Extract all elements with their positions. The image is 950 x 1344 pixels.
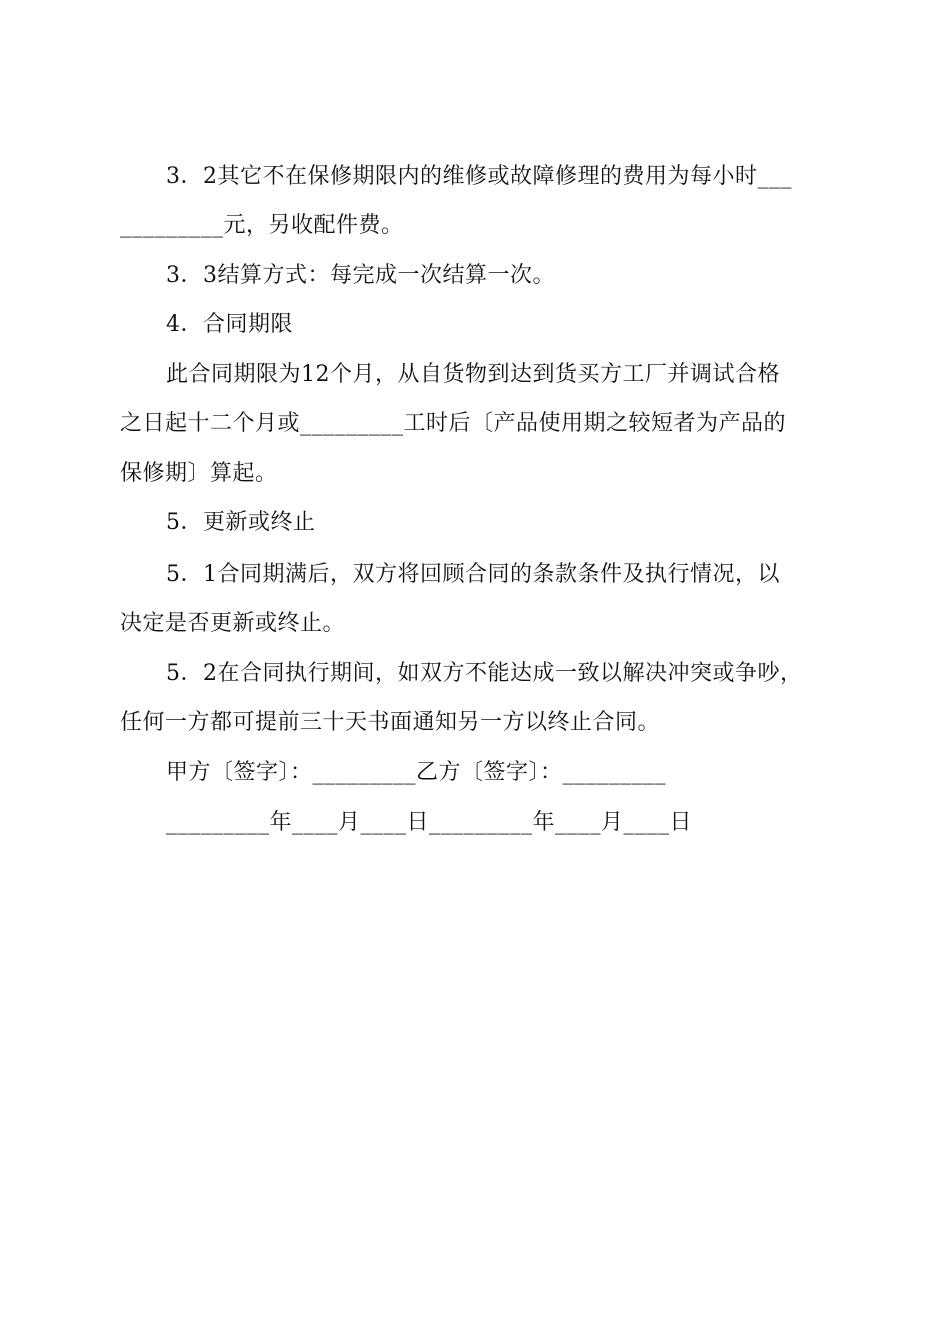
signature-line: 甲方〔签字〕：_________乙方〔签字〕：_________ [166,760,667,785]
clause-3-2-line-2: _________元，另收配件费。 [120,213,404,238]
clause-5-2-line-2: 任何一方都可提前三十天书面通知另一方以终止合同。 [120,710,661,735]
clause-5-1-line-1: 5．1合同期满后，双方将回顾合同的条款条件及执行情况，以 [166,562,780,587]
clause-5-2-line-1: 5．2在合同执行期间，如双方不能达成一致以解决冲突或争吵， [166,661,803,686]
section-4-heading: 4．合同期限 [166,312,293,337]
clause-3-2-line-1: 3．2其它不在保修期限内的维修或故障修理的费用为每小时___ [166,164,792,189]
clause-3-3: 3．3结算方式：每完成一次结算一次。 [166,263,555,288]
clause-4-line-2: 之日起十二个月或_________工时后〔产品使用期之较短者为产品的 [120,411,787,436]
clause-4-line-3: 保修期〕算起。 [120,461,278,486]
date-line: _________年____月____日_________年____月____日 [166,810,693,835]
section-5-heading: 5．更新或终止 [166,510,316,535]
clause-5-1-line-2: 决定是否更新或终止。 [120,611,346,636]
clause-4-line-1: 此合同期限为12个月，从自货物到达到货买方工厂并调试合格 [166,362,780,387]
